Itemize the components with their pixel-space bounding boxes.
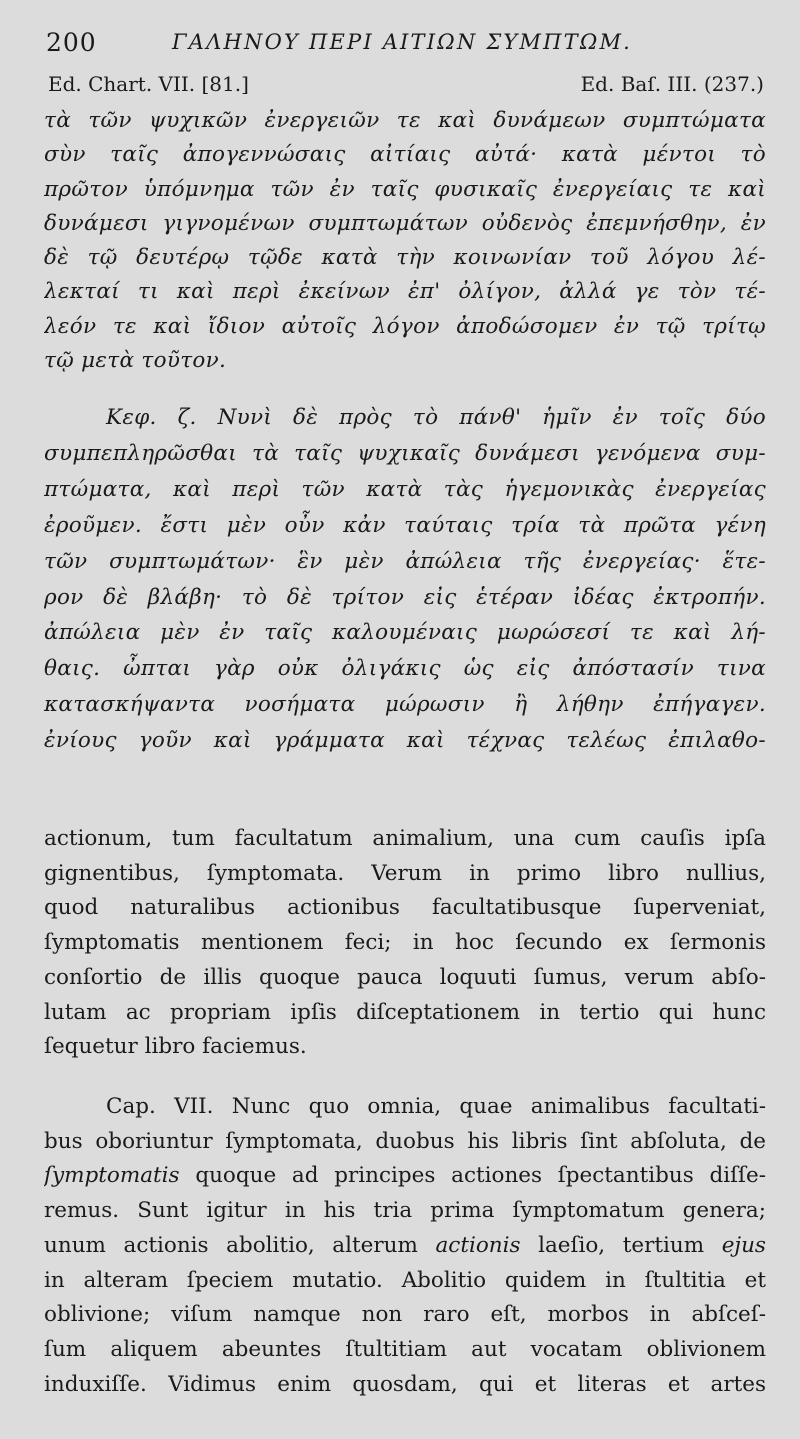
text-line: unum actionis abolitio, alterum actionis laeſio, tertium ejus (44, 1232, 766, 1258)
edition-references (48, 72, 764, 102)
text-line: Κεφ. ζ. Νυνὶ δὲ πρὸς τὸ πάνθ' ἡμῖν ἐν τοῖς δύο (106, 405, 766, 430)
text-line: quod naturalibus actionibus facultatibusque ſuperveniat, (44, 895, 766, 921)
page-header (46, 24, 760, 60)
edition-ref-basel: Ed. Baſ. III. (237.) (580, 72, 764, 96)
text-line: lutam ac propriam ipſis diſceptationem in tertio qui hunc (44, 999, 766, 1025)
edition-ref-chartier: Ed. Chart. VII. [81.] (48, 72, 249, 96)
text-line: ſum aliquem abeuntes ſtultitiam aut vocatam oblivionem (44, 1336, 766, 1362)
text-line: remus. Sunt igitur in his tria prima ſymptomatum genera; (44, 1198, 766, 1224)
running-title: ΓΑΛΗΝΟΥ ΠΕΡΙ ΑΙΤΙΩΝ ΣΥΜΠΤΩΜ. (172, 30, 633, 54)
text-line: ἀπώλεια μὲν ἐν ταῖς καλουμέναις μωρώσεσί τε καὶ λή- (44, 620, 766, 646)
text-line: σὺν ταῖς ἀπογεννώσαις αἰτίαις αὐτά· κατὰ μέντοι τὸ (44, 142, 766, 168)
greek-paragraph-1 (44, 104, 766, 378)
text-line: induxiſſe. Vidimus enim quosdam, qui et literas et artes (44, 1371, 766, 1397)
greek-paragraph-2 (44, 400, 766, 759)
text-line: ἐροῦμεν. ἔστι μὲν οὖν κἀν ταύταις τρία τὰ πρῶτα γένη (44, 512, 766, 538)
text-line: ρον δὲ βλάβη· τὸ δὲ τρίτον εἰς ἑτέραν ἰδέας ἐκτροπήν. (44, 584, 766, 610)
text-line: τῷ μετὰ τοῦτον. (44, 348, 227, 374)
text-line: ſymptomatis quoque ad principes actiones ſpectantibus diſſe- (44, 1163, 766, 1189)
text-line: conſortio de illis quoque pauca loquuti ſumus, verum abſo- (44, 964, 766, 990)
text-line: ſymptomatis mentionem feci; in hoc ſecundo ex ſermonis (44, 930, 766, 956)
text-line: πτώματα, καὶ περὶ τῶν κατὰ τὰς ἡγεμονικὰς ἐνεργείας (44, 476, 766, 502)
text-line: ἐνίους γοῦν καὶ γράμματα καὶ τέχνας τελέως ἐπιλαθο- (44, 728, 766, 754)
text-line: τὰ τῶν ψυχικῶν ἐνεργειῶν τε καὶ δυνάμεων συμπτώματα (44, 108, 766, 133)
text-line: θαις. ὦπται γὰρ οὐκ ὀλιγάκις ὡς εἰς ἀπόστασίν τινα (44, 656, 766, 682)
page-number: 200 (46, 28, 97, 57)
italic-term: ſymptomatis (44, 1163, 180, 1189)
text-line: actionum, tum facultatum animalium, una cum cauſis ipſa (44, 826, 766, 851)
italic-term: ejus (721, 1232, 766, 1258)
latin-paragraph-2 (44, 1090, 766, 1402)
text-line: λεόν τε καὶ ἴδιον αὐτοῖς λόγον ἀποδώσομεν ἐν τῷ τρίτῳ (44, 313, 766, 339)
text-line: πρῶτον ὑπόμνημα τῶν ἐν ταῖς φυσικαῖς ἐνεργείαις τε καὶ (44, 176, 766, 202)
text-line: Cap. VII. Nunc quo omnia, quae animalibus facultati- (106, 1094, 766, 1119)
text-line: συμπεπληρῶσθαι τὰ ταῖς ψυχικαῖς δυνάμεσι γενόμενα συμ- (44, 440, 766, 466)
text-line: oblivione; viſum namque non raro eſt, morbos in abſceſ- (44, 1302, 766, 1328)
text-line: bus oboriuntur ſymptomata, duobus his libris ſint abſoluta, de (44, 1128, 766, 1154)
text-line: δὲ τῷ δευτέρῳ τῷδε κατὰ τὴν κοινωνίαν τοῦ λόγου λέ- (44, 245, 766, 271)
italic-term: actionis (435, 1232, 521, 1258)
text-line: gignentibus, ſymptomata. Verum in primo libro nullius, (44, 860, 766, 886)
text-line: δυνάμεσι γιγνομένων συμπτωμάτων οὐδενὸς ἐπεμνήσθην, ἐν (44, 210, 766, 236)
text-line: κατασκήψαντα νοσήματα μώρωσιν ἢ λήθην ἐπήγαγεν. (44, 692, 766, 718)
chapter-label: Cap. VII. (106, 1094, 214, 1119)
text-line: λεκταί τι καὶ περὶ ἐκείνων ἐπ' ὀλίγον, ἀλλά γε τὸν τέ- (44, 279, 766, 305)
text-line: in alteram ſpeciem mutatio. Abolitio quidem in ſtultitia et (44, 1267, 766, 1293)
text-line: τῶν συμπτωμάτων· ἓν μὲν ἀπώλεια τῆς ἐνεργείας· ἕτε- (44, 548, 766, 574)
text-line: ſequetur libro faciemus. (44, 1034, 307, 1060)
latin-paragraph-1 (44, 822, 766, 1065)
